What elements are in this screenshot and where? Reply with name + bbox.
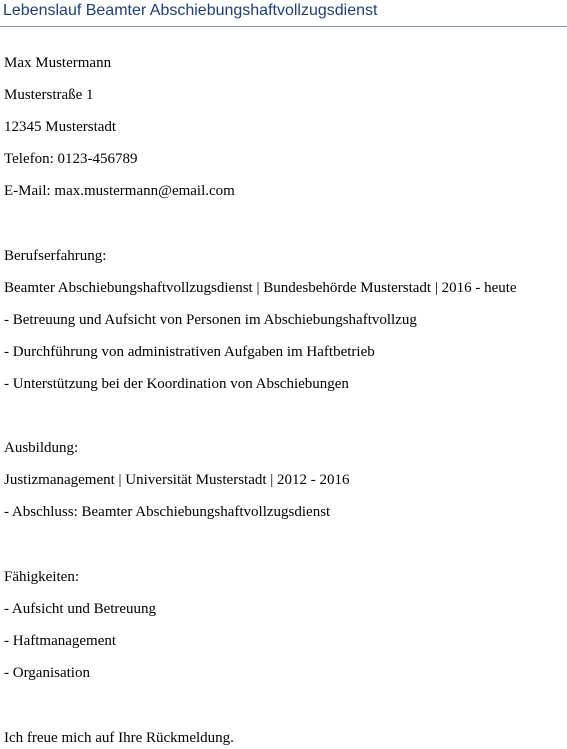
title-divider (0, 26, 567, 27)
closing-line: Ich freue mich auf Ihre Rückmeldung. (4, 730, 234, 746)
experience-item: - Betreuung und Aufsicht von Personen im Abschiebungshaftvollzug (4, 312, 417, 328)
skill-item: - Aufsicht und Betreuung (4, 601, 157, 617)
experience-item: - Unterstützung bei der Koordination von Abschiebungen (4, 376, 349, 392)
document-header (0, 0, 567, 27)
experience-position: Beamter Abschiebungshaftvollzugsdienst | Bundesbehörde Musterstadt | 2016 - heute (4, 280, 517, 296)
education-item: - Abschluss: Beamter Abschiebungshaftvollzugsdienst (4, 504, 331, 520)
skill-item: - Organisation (4, 665, 90, 681)
contact-city: 12345 Musterstadt (4, 119, 117, 135)
skill-item: - Haftmanagement (4, 633, 117, 649)
section-heading-education: Ausbildung: (4, 440, 79, 456)
contact-email: E-Mail: max.mustermann@email.com (4, 183, 235, 199)
section-heading-skills: Fähigkeiten: (4, 569, 79, 585)
contact-phone: Telefon: 0123-456789 (4, 151, 138, 167)
document-title: Lebenslauf Beamter Abschiebungshaftvollzugsdienst (3, 2, 378, 19)
contact-name: Max Mustermann (4, 55, 112, 71)
education-degree: Justizmanagement | Universität Musterstadt | 2012 - 2016 (4, 472, 350, 488)
contact-street: Musterstraße 1 (4, 87, 94, 103)
experience-item: - Durchführung von administrativen Aufgaben im Haftbetrieb (4, 344, 375, 360)
section-heading-experience: Berufserfahrung: (4, 248, 107, 264)
